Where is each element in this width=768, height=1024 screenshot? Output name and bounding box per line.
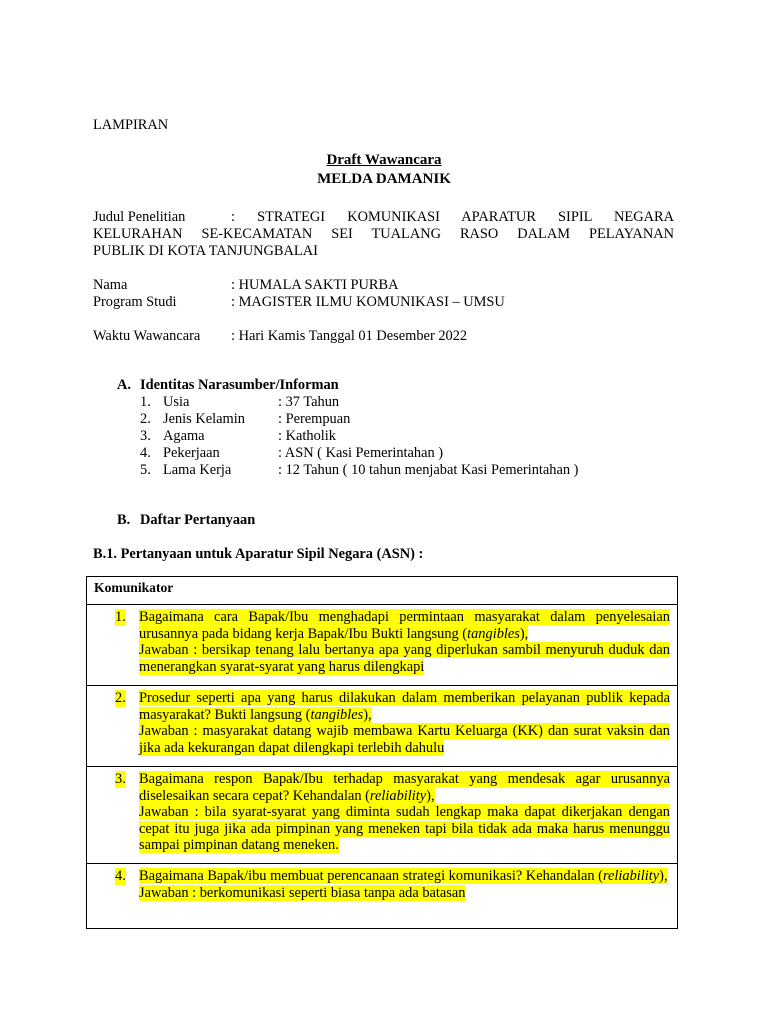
prodi-value: : MAGISTER ILMU KOMUNIKASI – UMSU [231, 294, 505, 310]
identity-num: 2. [140, 411, 151, 427]
question-text: Bagaimana Bapak/ibu membuat perencanaan strategi komunikasi? Kehandalan (reliability), [139, 868, 668, 884]
identity-label: Agama [163, 428, 205, 444]
judul-value-line2: KELURAHAN SE-KECAMATAN SEI TUALANG RASO DALAM PELAYANAN [93, 226, 674, 242]
section-b-title: Daftar Pertanyaan [140, 512, 256, 528]
table-header: Komunikator [94, 580, 174, 595]
identity-num: 4. [140, 445, 151, 461]
identity-label: Pekerjaan [163, 445, 220, 461]
identity-value: : Perempuan [278, 411, 351, 427]
document-title: Draft Wawancara [326, 152, 442, 168]
question-text: Bagaimana respon Bapak/Ibu terhadap masyarakat yang mendesak agar urusannya diselesaikan secara cepat? Kehandalan (reliability), [139, 771, 670, 804]
judul-value-line1: : STRATEGI KOMUNIKASI APARATUR SIPIL NEGARA [231, 209, 674, 225]
table-row [87, 767, 678, 864]
section-a-title: Identitas Narasumber/Informan [140, 377, 339, 393]
questions-table [86, 576, 678, 929]
answer-text: Jawaban : berkomunikasi seperti biasa tanpa ada batasan [139, 884, 466, 901]
table-row [87, 686, 678, 767]
waktu-label: Waktu Wawancara [93, 328, 201, 344]
answer-text: Jawaban : masyarakat datang wajib membawa Kartu Keluarga (KK) dan surat vaksin dan jika ada kekurangan dapat dilengkapi terlebih dahulu [139, 723, 670, 756]
table-header-cell [87, 577, 678, 605]
lampiran-label: LAMPIRAN [93, 117, 169, 133]
waktu-value: : Hari Kamis Tanggal 01 Desember 2022 [231, 328, 468, 344]
question-number: 4. [115, 868, 126, 884]
nama-value: : HUMALA SAKTI PURBA [231, 277, 399, 293]
table-row [87, 605, 678, 686]
question-number: 1. [115, 609, 126, 625]
identity-num: 1. [140, 394, 151, 410]
document-subtitle: MELDA DAMANIK [317, 171, 451, 187]
judul-value-line3: PUBLIK DI KOTA TANJUNGBALAI [93, 243, 318, 259]
identity-value: : Katholik [278, 428, 336, 444]
section-b1-heading: B.1. Pertanyaan untuk Aparatur Sipil Negara (ASN) : [93, 546, 424, 562]
section-a-letter: A. [117, 377, 131, 393]
answer-text: Jawaban : bila syarat-syarat yang diminta sudah lengkap maka dapat dikerjakan dengan cepat itu juga jika ada pimpinan yang meneken tapi bila tidak ada maka harus menunggu sampai pimpinan datang meneken. [139, 804, 670, 854]
identity-value: : 12 Tahun ( 10 tahun menjabat Kasi Pemerintahan ) [278, 462, 579, 478]
question-number: 3. [115, 771, 126, 787]
question-text: Prosedur seperti apa yang harus dilakukan dalam memberikan pelayanan publik kepada masyarakat? Bukti langsung (tangibles), [139, 690, 670, 723]
prodi-label: Program Studi [93, 294, 177, 310]
table-row [87, 864, 678, 929]
section-b-letter: B. [117, 512, 131, 528]
identity-num: 3. [140, 428, 151, 444]
identity-label: Jenis Kelamin [163, 411, 245, 427]
identity-label: Usia [163, 394, 190, 410]
identity-label: Lama Kerja [163, 462, 232, 478]
question-number: 2. [115, 690, 126, 706]
judul-label: Judul Penelitian [93, 209, 186, 225]
nama-label: Nama [93, 277, 128, 293]
identity-value: : ASN ( Kasi Pemerintahan ) [278, 445, 444, 461]
identity-num: 5. [140, 462, 151, 478]
identity-value: : 37 Tahun [278, 394, 340, 410]
answer-text: Jawaban : bersikap tenang lalu bertanya apa yang diperlukan sambil menyuruh duduk dan menerangkan syarat-syarat yang harus dilengkapi [139, 642, 670, 675]
question-text: Bagaimana cara Bapak/Ibu menghadapi permintaan masyarakat dalam penyelesaian urusannya pada bidang kerja Bapak/Ibu Bukti langsung (tangibles), [139, 609, 670, 642]
